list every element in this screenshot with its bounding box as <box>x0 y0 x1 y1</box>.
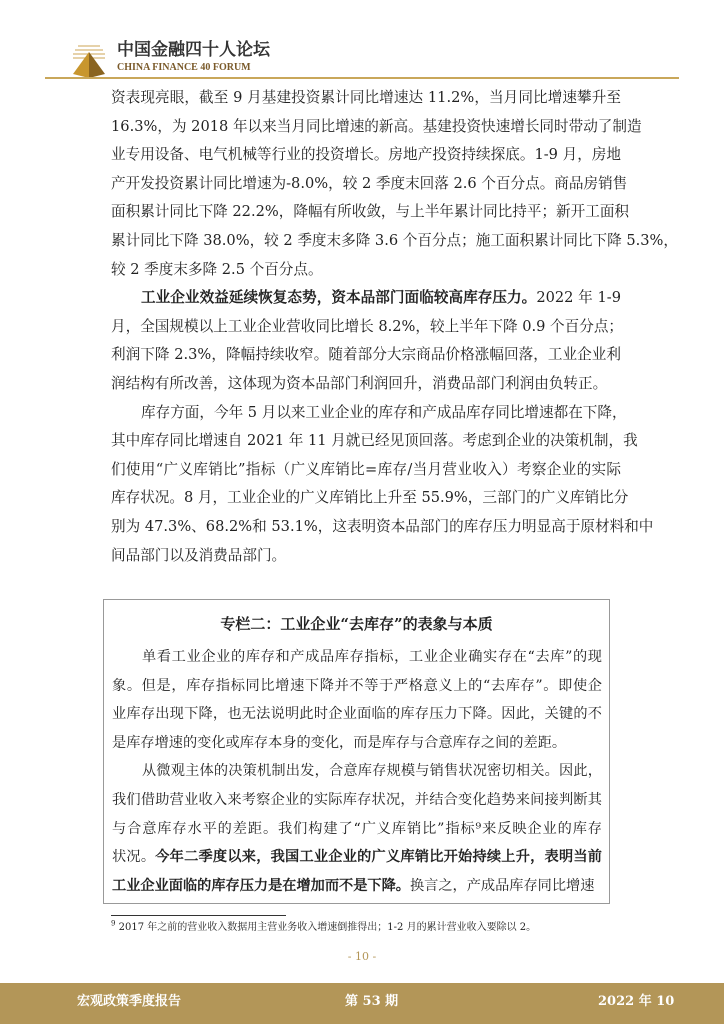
text-line <box>111 227 678 256</box>
text-line <box>112 872 602 901</box>
text-line <box>112 786 602 815</box>
footnote-mark: 9 <box>111 919 116 928</box>
bold-text: 工业企业效益延续恢复态势，资本品部门面临较高库存压力。 <box>141 289 537 307</box>
text-segment: 2022 年 1-9 <box>536 289 621 307</box>
text-segment: 是库存增速的变化或库存本身的变化，而是库存与合意库存之间的差距。 <box>112 734 567 751</box>
footnote-text: 2017 年之前的营业收入数据用主营业务收入增速倒推得出；1-2 月的累计营业收入要除以 2。 <box>118 922 537 933</box>
text-line <box>111 542 621 571</box>
text-segment: 我们借助营业收入来考察企业的实际库存状况，并结合变化趋势来间接判断其 <box>112 791 602 808</box>
text-segment: 资表现亮眼，截至 9 月基建投资累计同比增速达 11.2%，当月同比增速攀升至 <box>111 89 621 106</box>
text-line <box>111 456 621 485</box>
column-title: 专栏二：工业企业“去库存”的表象与本质 <box>220 615 493 633</box>
text-segment: 产开发投资累计同比增速为-8.0%，较 2 季度末回落 2.6 个百分点。商品房销售 <box>111 174 628 192</box>
text-line <box>111 313 624 342</box>
text-line <box>111 84 621 113</box>
text-segment: 其中库存同比增速自 2021 年 11 月就已经见顶回落。考虑到企业的决策机制，我 <box>111 432 638 450</box>
text-segment: 单看工业企业的库存和产成品库存指标，工业企业确实存在“去库”的现 <box>142 649 602 665</box>
text-line <box>111 284 621 313</box>
bold-text: 今年二季度以来，我国工业企业的广义库销比开始持续上升，表明当前 <box>155 849 602 866</box>
text-line <box>112 843 602 872</box>
text-line <box>111 198 630 227</box>
text-segment: 与合意库存水平的差距。我们构建了“广义库销比”指标⁹来反映企业的库存 <box>112 820 602 837</box>
text-segment: 从微观主体的决策机制出发，合意库存规模与销售状况密切相关。因此， <box>142 763 602 780</box>
text-line <box>111 513 654 542</box>
footer-issue: 第 53 期 <box>345 994 399 1009</box>
text-segment: 象。但是，库存指标同比增速下降并不等于严格意义上的“去库存”。即使企 <box>112 677 602 694</box>
footnote <box>111 921 536 934</box>
text-line <box>112 815 602 844</box>
page-number: - 10 - <box>347 950 377 963</box>
text-segment: 业库存出现下降，也无法说明此时企业面临的库存压力下降。因此，关键的不 <box>112 706 602 723</box>
text-segment: 较 2 季度末多降 2.5 个百分点。 <box>111 260 323 278</box>
main-text <box>111 84 678 570</box>
text-line <box>112 643 602 672</box>
footnote-rule <box>111 915 286 916</box>
text-line <box>111 341 621 370</box>
logo-english-name: CHINA FINANCE 40 FORUM <box>117 62 251 73</box>
text-segment: 库存状况。8 月，工业企业的广义库销比上升至 55.9%，三部门的广义库销比分 <box>111 489 629 507</box>
column-body <box>112 643 602 900</box>
header-rule <box>45 77 679 79</box>
text-segment: 16.3%，为 2018 年以来当月同比增速的新高。基建投资快速增长同时带动了制造 <box>111 117 642 135</box>
logo-chinese-name: 中国金融四十人论坛 <box>117 40 270 60</box>
text-segment: 业专用设备、电气机械等行业的投资增长。房地产投资持续探底。1-9 月，房地 <box>111 146 621 164</box>
text-line <box>111 427 638 456</box>
text-line <box>112 700 602 729</box>
text-segment: 别为 47.3%、68.2%和 53.1%，这表明资本品部门的库存压力明显高于原材料和中 <box>111 517 654 535</box>
text-line <box>112 729 602 758</box>
text-segment: 们使用“广义库销比”指标（广义库销比=库存/当月营业收入）考察企业的实际 <box>111 460 621 478</box>
text-segment: 面积累计同比下降 22.2%，降幅有所收敛，与上半年累计同比持平；新开工面积 <box>111 203 630 221</box>
footer-report-title: 宏观政策季度报告 <box>77 994 182 1009</box>
china-finance-40-logo-icon <box>70 40 120 80</box>
text-segment: 月，全国规模以上工业企业营收同比增长 8.2%，较上半年下降 0.9 个百分点； <box>111 317 624 335</box>
text-line <box>111 141 621 170</box>
text-segment: 间品部门以及消费品部门。 <box>111 546 287 564</box>
text-segment: 库存方面，今年 5 月以来工业企业的库存和产成品库存同比增速都在下降， <box>141 403 627 421</box>
footer-date: 2022 年 10 <box>598 994 675 1009</box>
text-segment: 润结构有所改善，这体现为资本品部门利润回升，消费品部门利润由负转正。 <box>111 374 608 392</box>
text-line <box>111 370 621 399</box>
text-line <box>111 256 621 285</box>
text-line <box>111 113 642 142</box>
text-segment: 利润下降 2.3%，降幅持续收窄。随着部分大宗商品价格涨幅回落，工业企业利 <box>111 346 621 364</box>
column-box <box>103 599 610 904</box>
bold-text: 工业企业面临的库存压力是在增加而不是下降。 <box>112 877 410 894</box>
text-line <box>112 757 602 786</box>
text-line <box>111 399 627 428</box>
text-line <box>112 672 602 701</box>
footer-band <box>0 983 724 1024</box>
text-segment: 换言之，产成品库存同比增速 <box>409 877 595 894</box>
text-segment: 状况。 <box>112 849 156 866</box>
text-segment: 累计同比下降 38.0%，较 2 季度末多降 3.6 个百分点；施工面积累计同比下降 5.3%， <box>111 231 678 249</box>
text-line <box>111 170 628 199</box>
text-line <box>111 484 629 513</box>
